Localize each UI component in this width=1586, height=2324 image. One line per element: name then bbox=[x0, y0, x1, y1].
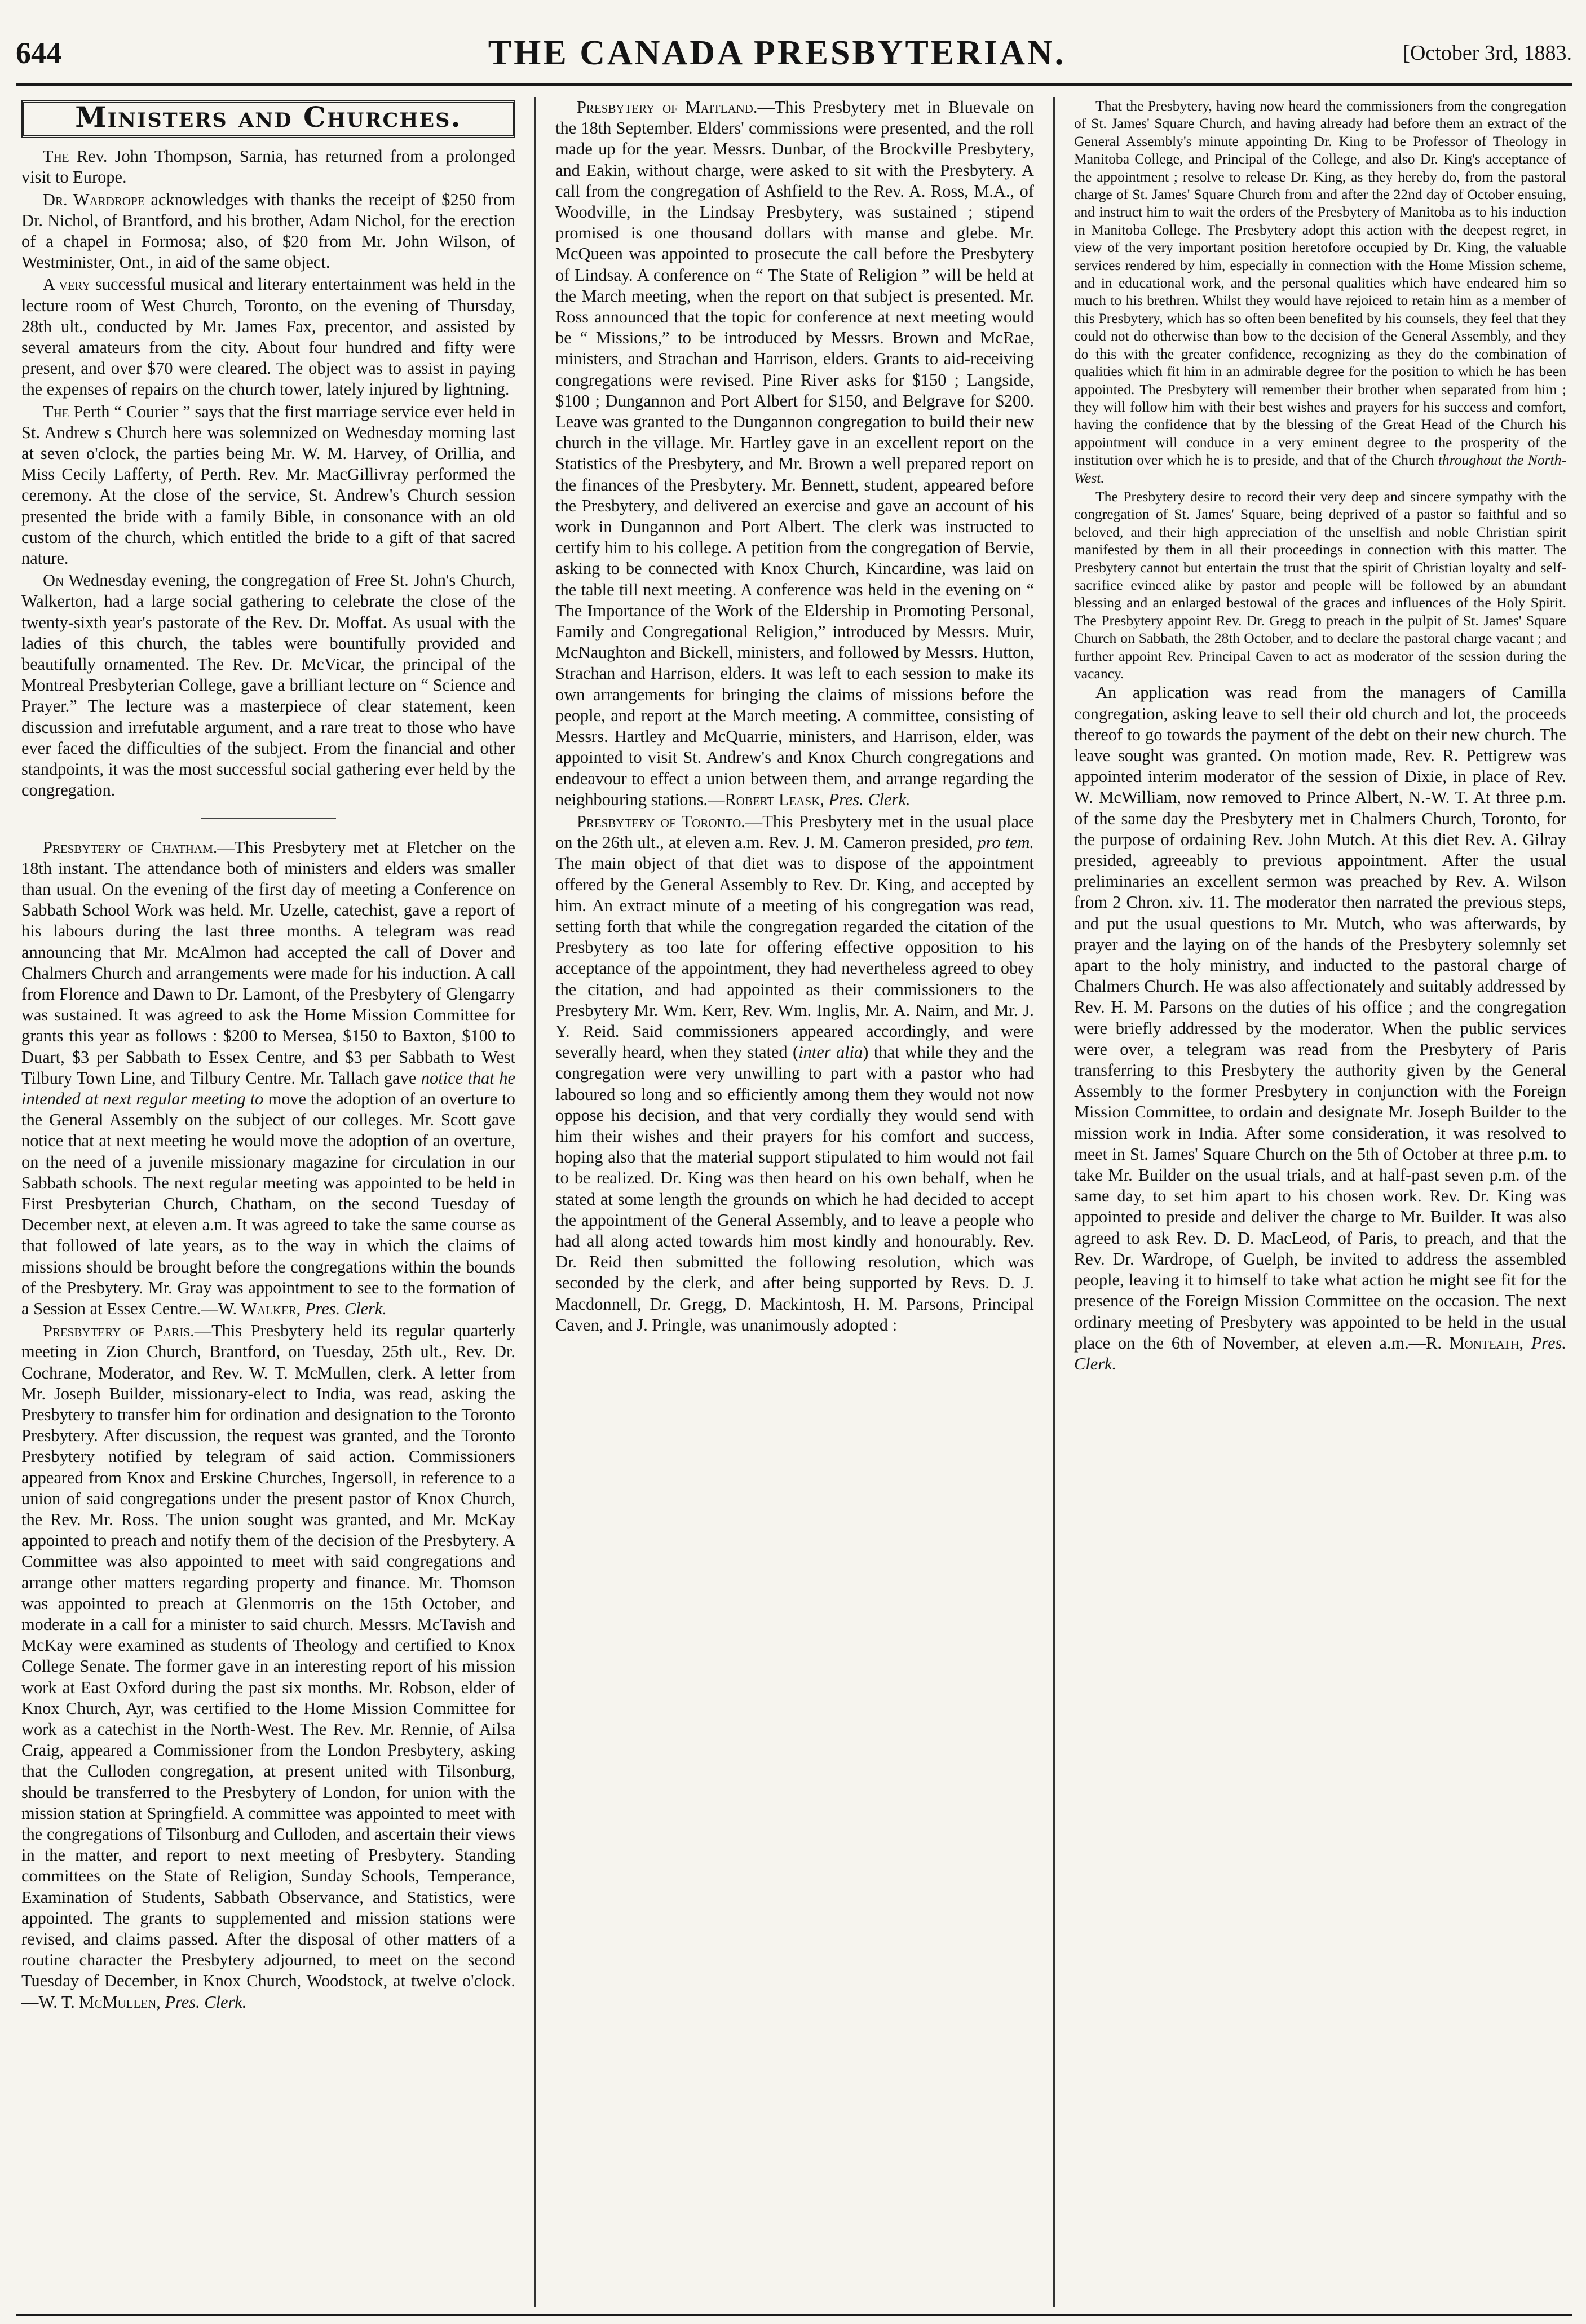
item-thompson bbox=[21, 146, 515, 188]
report-body: —This Presbytery met in the usual place on the 26th ult., at eleven a.m. Rev. J. M. Cameron presided, bbox=[555, 811, 1034, 852]
column-3 bbox=[1053, 97, 1572, 2307]
section-heading: Ministers and Churches. bbox=[75, 100, 462, 134]
item-body: Rev. John Thompson, Sarnia, has returned from a prolonged visit to Europe. bbox=[21, 147, 515, 187]
item-body: successful musical and literary entertainment was held in the lecture room of West Church, Toronto, on the evening of Thursday, 28th ult., conducted by Mr. James Fax, precentor, and assisted by several amateurs from the city. About four hundred and fifty were present, and over $70 were cleared. The object was to assist in paying the expenses of repairs on the church tower, lately injured by lightning. bbox=[21, 275, 516, 399]
signature-name: Robert Leask, bbox=[724, 789, 824, 809]
item-wardrope bbox=[21, 189, 515, 273]
issue-date: [October 3rd, 1883. bbox=[1403, 41, 1572, 65]
signature-name: W. Walker, bbox=[218, 1298, 301, 1318]
signature-title: Pres. Clerk. bbox=[301, 1298, 387, 1318]
item-body: Wednesday evening, the congregation of Free St. John's Church, Walkerton, had a large social gathering to celebrate the close of the twenty-sixth year's pastorate of the Rev. Dr. Moffat. As usual with the ladies of this church, the tables were bountifully provided and beautifully ornamented. The Rev. Dr. McVicar, the principal of the Montreal Presbyterian College, gave a brilliant lecture on “ Science and Prayer.” The lecture was a masterpiece of clear statement, keen discussion and irrefutable argument, and a rare treat to those who have ever faced the difficulties of the subject. From the financial and other standpoints, it was the most successful social gathering ever held by the congregation. bbox=[21, 571, 515, 800]
report-body: The main object of that diet was to dispose of the appointment offered by the General Assembly to Rev. Dr. King, and accepted by him. An extract minute of a meeting of his congregation was read, setting forth that while the congregation regarded the citation of the Presbytery as too late for offering effective opposition to his acceptance of the appointment, they had nevertheless agreed to obey the citation, and had appointed as their commissioners to the Presbytery Mr. Wm. Kerr, Rev. Wm. Inglis, Mr. A. Nairn, and Mr. J. Y. Reid. Said commissioners appeared accordingly, and were severally heard, when they stated ( bbox=[555, 854, 1034, 1062]
resolution-paragraph bbox=[1074, 97, 1566, 487]
item-lead: A very bbox=[43, 275, 91, 294]
report-body: —This Presbytery met at Fletcher on the 18th instant. The attendance both of ministers and elders was smaller than usual. On the evening of the first day of meeting a Conference on Sabbath School Work was held. Mr. Uzelle, catechist, gave a report of his labours during the last three months. A telegram was read announcing that Mr. McAlmon had accepted the call of Dover and Chalmers Church and arrangements were made for his induction. A call from Florence and Dawn to Dr. Lamont, of the Presbytery of Glengarry was sustained. It was agreed to ask the Home Mission Committee for grants this year as follows : $200 to Mersea, $150 to Baxton, $100 to Duart, $3 per Sabbath to Essex Centre, and $3 per Sabbath to West Tilbury Town Line, and Tilbury Centre. Mr. Tallach gave bbox=[21, 837, 516, 1088]
page-header bbox=[16, 33, 1572, 73]
resolution-italic: throughout the North-West. bbox=[1074, 452, 1566, 486]
report-toronto-continued bbox=[1074, 682, 1566, 1375]
resolution-text: That the Presbytery, having now heard the commissioners from the congregation of St. James' Square Church, and having already had before them an extract of the General Assembly's minute appointing Dr. King to be Professor of Theology in Manitoba College, and Principal of the College, and also Dr. King's acceptance of the appointment ; resolve to release Dr. King, as they hereby do, from the pastoral charge of St. James' Square Church from and after the 22nd day of October ensuing, and instruct him to wait the orders of the Presbytery of Manitoba as to his induction in Manitoba College. The Presbytery adopt this action with the deepest regret, in view of the very important position heretofore occupied by Dr. King, the valuable services rendered by him, especially in connection with the Home Mission scheme, and in educational work, and the personal qualities which have endeared him so much to his brethren. Whilst they would have rejoiced to retain him as a member of this Presbytery, which has so often been benefited by his counsels, they feel that they could not do otherwise than bow to the decision of the General Assembly, and they do this with the greater confidence, recognizing as they do the combination of qualities which fit him in an admirable degree for the position to which he has been appointed. The Presbytery will remember their brother when separated from him ; they will follow him with their best wishes and prayers for his success and comfort, having the confidence that by the blessing of the Great Head of the Church his appointment will conduce in a very eminent degree to the prosperity of the institution over which he is to preside, and that of the Church bbox=[1074, 98, 1566, 469]
report-body: move the adoption of an overture to the General Assembly on the subject of our colleges. Mr. Scott gave notice that at next meeting he would move the adoption of an overture, on the need of a juvenile missionary magazine for circulation in our Sabbath schools. The next regular meeting was appointed to be held in First Presbyterian Church, Chatham, on the second Tuesday of December next, at eleven a.m. It was agreed to take the same course as that followed of late years, as to the way in which the claims of missions should be brought before the congregations within the bounds of the Presbytery. Mr. Gray was appointment to see to the formation of a Session at Essex Centre.— bbox=[21, 1089, 515, 1318]
item-lead: The bbox=[43, 401, 69, 421]
item-perth bbox=[21, 401, 515, 569]
report-body: An application was read from the managers of Camilla congregation, asking leave to sell their old church and lot, the proceeds thereof to go towards the payment of the debt on their new church. The leave sought was granted. On motion made, Rev. R. Pettigrew was appointed interim moderator of the session of Dixie, in place of Rev. W. McWilliam, now removed to Prince Albert, N.-W. T. At three p.m. of the same day the Presbytery met in Chalmers Church, Toronto, for the purpose of ordaining Rev. John Mutch. At this diet Rev. A. Gilray presided, agreeably to previous appointment. After the usual preliminaries an excellent sermon was preached by Rev. A. Wilson from 2 Chron. xiv. 11. The moderator then narrated the previous steps, and put the usual questions to Mr. Mutch, who was afterwards, by prayer and the laying on of the hands of the Presbytery solemnly set apart to the holy ministry, and inducted to the pastoral charge of Chalmers Church. He was also affectionately and suitably addressed by Rev. H. M. Parsons on the duties of his office ; and the congregation were briefly addressed by the moderator. When the public services were over, a telegram was read from the Presbytery of Paris transferring to this Presbytery the authority given by the General Assembly to the former Presbytery in conjunction with the Foreign Mission Committee, to ordain and designate Mr. Joseph Builder to the mission work in India. After some consideration, it was resolved to meet in St. James' Square Church on the 5th of October at three p.m. to take Mr. Builder on the usual trials, and at half-past seven p.m. of the same day, to set him apart to his chosen work. Rev. Dr. King was appointed to preside and deliver the charge to Mr. Builder. It was also agreed to ask Rev. D. D. MacLeod, of Paris, to preach, and that the Rev. Dr. Wardrope, of Guelph, be invited to address the assembled people, leaving it to himself to take what action he might see fit for the presence of the Foreign Mission Committee on the occasion. The next ordinary meeting of Presbytery was appointed to be held in the usual place on the 6th of November, at eleven a.m.— bbox=[1074, 683, 1566, 1353]
report-lead: Presbytery of Maitland. bbox=[577, 98, 758, 117]
item-lead: Dr. Wardrope bbox=[43, 189, 145, 209]
report-body: —This Presbytery held its regular quarterly meeting in Zion Church, Brantford, on Tuesday, 25th ult., Rev. Dr. Cochrane, Moderator, and Rev. W. T. McMullen, clerk. A letter from Mr. Joseph Builder, missionary-elect to India, was read, asking the Presbytery to transfer him for ordination and designation to the Toronto Presbytery. After discussion, the request was granted, and the Toronto Presbytery notified by telegram of said action. Commissioners appeared from Knox and Erskine Churches, Ingersoll, in reference to a union of said congregations under the present pastor of Knox Church, the Rev. Mr. Ross. The union sought was granted, and Mr. McKay appointed to preach and notify them of the decision of the Presbytery. A Committee was also appointed to meet with said congregations and arrange other matters regarding property and finance. Mr. Thomson was appointed to preach at Glenmorris on the 15th October, and moderate in a call for a minister to said church. Messrs. McTavish and McKay were examined as students of Theology and certified to Knox College Senate. The former gave in an interesting report of his mission work at East Oxford during the past six months. Mr. Robson, elder of Knox Church, Ayr, was certified to the Home Mission Committee for work as a catechist in the North-West. The Rev. Mr. Rennie, of Ailsa Craig, appeared a Commissioner from the London Presbytery, asking that the Culloden congregation, at present united with Tilsonburg, should be transferred to the Presbytery of London, for union with the mission station at Springfield. A committee was appointed to meet with the congregations of Tilsonburg and Culloden, and ascertain their views in the matter, and report to next meeting of Presbytery. Standing committees on the State of Religion, Sunday Schools, Temperance, Examination of Students, Sabbath Observance, and Statistics, were appointed. The grants to supplemented and mission stations were revised, and claims passed. After the disposal of other matters of a routine character the Presbytery adjourned, to meet on the second Tuesday of December, in Knox Church, Woodstock, at twelve o'clock.— bbox=[21, 1321, 515, 2012]
resolution-block bbox=[1074, 97, 1566, 682]
column-2 bbox=[534, 97, 1053, 2307]
item-musical bbox=[21, 274, 515, 400]
report-italic: pro tem. bbox=[977, 833, 1034, 852]
item-lead: The bbox=[43, 147, 69, 166]
report-chatham bbox=[21, 837, 515, 1320]
footer-rule bbox=[16, 2314, 1572, 2316]
report-paris bbox=[21, 1320, 515, 2013]
column-1 bbox=[16, 97, 534, 2307]
report-lead: Presbytery of Toronto. bbox=[577, 811, 745, 831]
report-toronto bbox=[555, 811, 1034, 1336]
resolution-paragraph bbox=[1074, 488, 1566, 682]
report-maitland bbox=[555, 97, 1034, 810]
item-walkerton bbox=[21, 570, 515, 801]
item-lead: On bbox=[43, 571, 64, 590]
section-heading-box bbox=[21, 100, 515, 138]
report-body: —This Presbytery met in Bluevale on the 18th September. Elders' commissions were presented, and the roll made up for the year. Messrs. Dunbar, of the Brockville Presbytery, and Eakin, without charge, were asked to sit with the Presbytery. A call from the congregation of Ashfield to the Rev. A. Ross, M.A., of Woodville, in the Lindsay Presbytery, was sustained ; stipend promised is one thousand dollars with manse and glebe. Mr. McQueen was appointed to prosecute the call before the Presbytery of Lindsay. A conference on “ The State of Religion ” will be held at the March meeting, when the report on that subject is presented. Mr. Ross announced that the topic for conference at next meeting would be “ Missions,” to be introduced by Messrs. Brown and McRae, ministers, and Strachan and Harrison, elders. Grants to aid-receiving congregations were revised. Pine River asks for $150 ; Langside, $100 ; Dungannon and Port Albert for $150, and Belgrave for $200. Leave was granted to the Dungannon congregation to build their new church in the village. Mr. Hartley gave in an excellent report on the Statistics of the Presbytery, and Mr. Brown a well prepared report on the finances of the Presbytery. Mr. Bennett, student, appeared before the Presbytery, and delivered an exercise and gave an account of his work in Dungannon and Port Albert. The clerk was instructed to certify him to his college. A petition from the congregation of Bervie, asking to be connected with Knox Church, Kincardine, was laid on the table till next meeting. A conference was held in the evening on “ The Importance of the Work of the Eldership in Promoting Personal, Family and Congregational Religion,” introduced by Messrs. Muir, McNaughton and Bickell, ministers, and followed by Messrs. Hutton, Strachan and Harrison, elders. It was left to each session to make its own arrangements for bringing the claims of missions before the people, and report at the March meeting. A committee, consisting of Messrs. Hartley and McQuarrie, ministers, and Harrison, elder, was appointed to visit St. Andrew's and Knox Church congregations and endeavour to effect a union between them, and arrange regarding the neighbouring stations.— bbox=[555, 98, 1034, 809]
signature-name: W. T. McMullen, bbox=[38, 1992, 161, 2012]
signature-title: Pres. Clerk. bbox=[1074, 1333, 1566, 1373]
report-body: ) that while they and the congregation were very unwilling to part with a pastor who had laboured so long and so efficiently among them they would not now oppose his decision, and that very cordially they would send with him their wishes and their prayers for his comfort and success, hoping also that the material support stipulated to him would not fail to be realized. Dr. King was then heard on his own behalf, when he stated at some length the grounds on which he had decided to accept the appointment of the General Assembly, and to leave a people who had all along acted towards him most kindly and honourably. Rev. Dr. Reid then submitted the following resolution, which was seconded by the clerk, and after being supported by Revs. D. J. Macdonnell, Dr. Gregg, D. Mackintosh, H. M. Parsons, Principal Caven, and J. Pringle, was unanimously adopted : bbox=[555, 1042, 1034, 1335]
signature-name: R. Monteath, bbox=[1426, 1333, 1524, 1353]
signature-title: Pres. Clerk. bbox=[824, 789, 911, 809]
resolution-text: The Presbytery desire to record their very deep and sincere sympathy with the congregation of St. James' Square, being deprived of a pastor so faithful and so beloved, and their high appreciation of the unselfish and noble Christian spirit manifested by them in all their proceedings in connection with this matter. The Presbytery cannot but entertain the trust that the spirit of Christian loyalty and self-sacrifice evinced alike by pastor and people will be followed by an abundant blessing and an enlarged bestowal of the graces and influences of the Holy Spirit. The Presbytery appoint Rev. Dr. Gregg to preach in the pulpit of St. James' Square Church on Sabbath, the 28th October, and to declare the pastoral charge vacant ; and further appoint Rev. Principal Caven to act as moderator of the session during the vacancy. bbox=[1074, 488, 1566, 682]
header-rule bbox=[16, 83, 1572, 86]
article-columns bbox=[16, 97, 1572, 2307]
item-body: acknowledges with thanks the receipt of $250 from Dr. Nichol, of Brantford, and his brother, Adam Nichol, for the erection of a chapel in Formosa; also, of $20 from Mr. John Wilson, of Westminister, Ont., in aid of the same object. bbox=[21, 189, 515, 272]
item-body: Perth “ Courier ” says that the first marriage service ever held in St. Andrew s Church here was solemnized on Wednesday morning last at seven o'clock, the parties being Mr. W. M. Harvey, of Orillia, and Miss Cecily Lafferty, of Perth. Rev. Mr. MacGillivray performed the ceremony. At the close of the service, St. Andrew's Church session presented the bride with a family Bible, in consonance with an old custom of the church, which entitled the bride to a gift of that sacred nature. bbox=[21, 401, 515, 568]
separator-rule bbox=[201, 818, 336, 819]
report-lead: Presbytery of Paris. bbox=[43, 1321, 195, 1341]
report-lead: Presbytery of Chatham. bbox=[43, 837, 218, 857]
report-italic: notice that he intended at next regular meeting to bbox=[21, 1068, 515, 1108]
signature-title: Pres. Clerk. bbox=[160, 1992, 247, 2012]
page-number: 644 bbox=[16, 36, 61, 70]
report-italic: inter alia bbox=[798, 1042, 863, 1062]
journal-title: THE CANADA PRESBYTERIAN. bbox=[488, 33, 1066, 72]
